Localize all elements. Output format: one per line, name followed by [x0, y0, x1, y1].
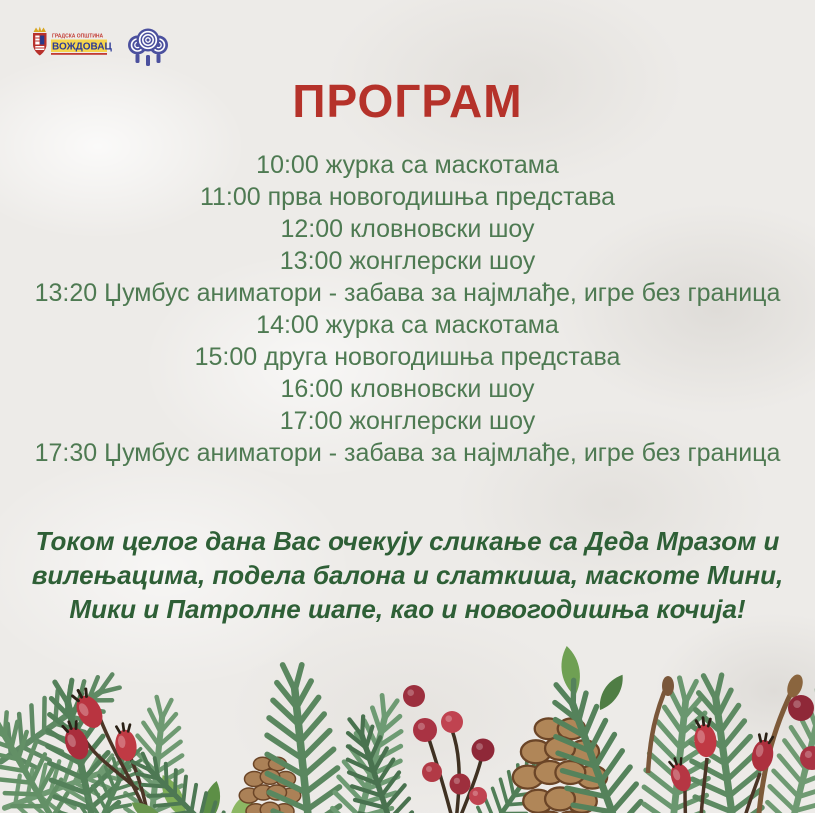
leaf-icon	[594, 671, 628, 715]
footer-note	[0, 524, 815, 626]
christmas-watercolor-border	[0, 638, 815, 813]
berry-icon	[450, 774, 471, 795]
schedule-line: 16:00 кловновски шоу	[280, 375, 535, 403]
schedule-line: 10:00 журка са маскотама	[256, 151, 559, 179]
berry-icon	[788, 695, 814, 721]
schedule-line: 12:00 кловновски шоу	[280, 215, 535, 243]
municipality-small-label: ГРАДСКА ОПШТИНА	[52, 33, 104, 40]
berry-icon	[403, 685, 425, 707]
schedule-line: 17:00 жонглерски шоу	[279, 407, 536, 435]
schedule-line: 13:20 Џумбус аниматори - забава за најмлађе, игре без граница	[34, 279, 781, 307]
schedule-line: 17:30 Џумбус аниматори - забава за најмлађе, игре без граница	[34, 439, 781, 467]
coat-of-arms-icon	[33, 27, 47, 56]
pine-branch-icon	[256, 660, 345, 813]
berry-icon	[441, 711, 463, 733]
schedule-line: 15:00 друга новогодишња представа	[194, 343, 621, 371]
bud	[662, 676, 674, 696]
berry-icon	[422, 762, 442, 782]
pine-branch-icon	[324, 690, 418, 813]
logo-red-underline	[51, 53, 107, 55]
note-line: Током целог дана Вас очекују сликање са Деда Мразом и	[35, 526, 780, 556]
page-title: ПРОГРАМ	[292, 75, 523, 127]
schedule-line: 14:00 журка са маскотама	[256, 311, 559, 339]
berry-icon	[469, 787, 487, 805]
rose-hip-icon	[749, 732, 776, 773]
vozdovac-municipality-logo	[28, 25, 114, 69]
note-line: вилењацима, подела балона и слаткиша, маскоте Мини,	[31, 560, 784, 590]
tree-circles-logo-icon	[126, 24, 170, 70]
municipality-name-label: ВОЖДОВАЦ	[52, 41, 112, 53]
berry-icon	[472, 739, 495, 762]
berry-icon	[413, 718, 437, 742]
schedule-line: 13:00 жонглерски шоу	[279, 247, 536, 275]
logo-row	[28, 24, 170, 70]
note-line: Мики и Патролне шапе, као и новогодишња кочија!	[69, 594, 746, 624]
schedule-line: 11:00 прва новогодишња представа	[199, 183, 616, 211]
schedule-list	[0, 149, 815, 469]
